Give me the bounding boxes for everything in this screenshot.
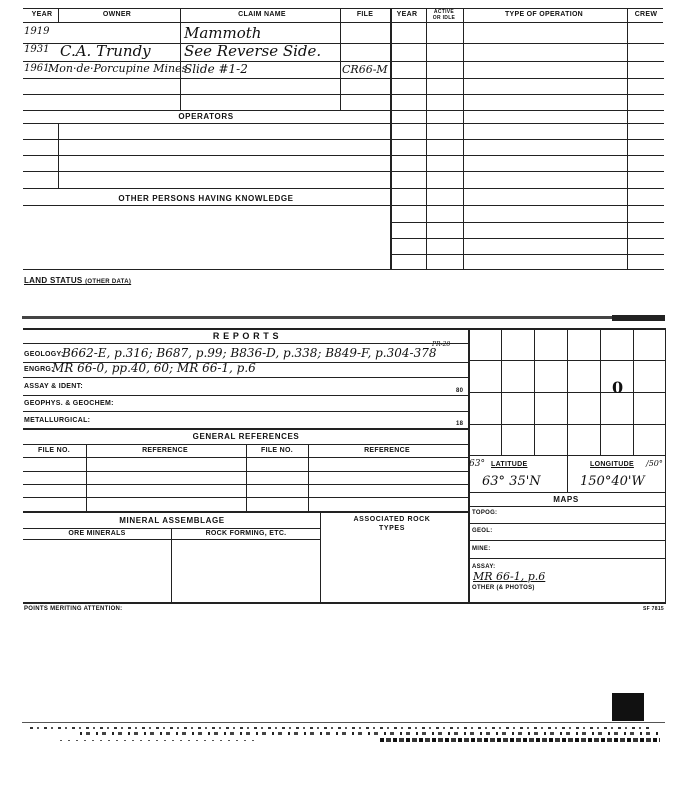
maps-assay-value: MR 66-1, p.6 [473,570,546,583]
header-year: YEAR [31,11,53,18]
header-year-2: YEAR [396,11,418,18]
header-claim-name: CLAIM NAME [238,11,286,18]
owner-row-2-claim: See Reverse Side. [184,42,322,60]
side-number-18: 18 [456,421,464,427]
maps-topog-label: TOPOG: [472,510,498,516]
mineral-assemblage-heading: MINERAL ASSEMBLAGE [119,516,225,525]
assay-ident-label: ASSAY & IDENT: [24,383,84,390]
owner-row-1-claim: Mammoth [184,24,262,42]
maps-assay-label: ASSAY: [472,564,496,570]
owner-row-3-year: 1961 [24,63,50,74]
latitude-value: 63° 35'N [482,474,541,489]
points-meriting-attention-label: POINTS MERITING ATTENTION: [24,606,123,612]
land-status-sub: (OTHER DATA) [85,279,132,285]
ore-minerals-header: ORE MINERALS [68,530,126,537]
reports-heading: R E P O R T S [212,331,280,341]
scan-band-end [612,315,665,321]
engrg-value: MR 66-0, pp.40, 60; MR 66-1, p.6 [52,361,256,375]
owner-row-2-owner: C.A. Trundy [60,42,151,60]
general-references-heading: GENERAL REFERENCES [192,432,300,441]
engrg-label: ENGRG: [24,366,54,373]
maps-heading: MAPS [553,495,579,504]
lat-prefix: 63° [469,459,485,469]
maps-other-label: OTHER (& PHOTOS) [472,585,535,591]
grid-circle-mark: 0 [612,378,624,397]
header-owner: OWNER [102,11,132,18]
gr-reference-2: REFERENCE [364,447,410,454]
owner-row-3-claim: Slide #1-2 [184,62,248,76]
side-number-80: 80 [456,388,464,394]
longitude-label: LONGITUDE [590,461,634,468]
land-status-heading [24,276,131,285]
gr-file-no-2: FILE NO. [261,447,293,454]
owner-row-3-owner: Mon·de·Porcupine Mines [48,62,188,75]
header-or-idle: OR IDLE [432,15,456,21]
header-active: ACTIVE [433,9,455,15]
lon-suffix: /50° [646,459,663,468]
form-number: SF 7815 [643,606,665,612]
other-persons-heading: OTHER PERSONS HAVING KNOWLEDGE [118,194,294,203]
header-type-of-operation: TYPE OF OPERATION [504,11,584,18]
longitude-value: 150°40'W [580,474,645,489]
geology-label: GEOLOGY: [24,351,64,358]
geology-value: B662-E, p.316; B687, p.99; B836-D, p.338; B849-F, p.304-378 [62,346,437,360]
associated-rock-types-heading: ASSOCIATED ROCK TYPES [353,516,431,532]
metallurgical-label: METALLURGICAL: [24,417,91,424]
maps-mine-label: MINE: [472,546,491,552]
header-file: FILE [356,11,374,18]
geophys-label: GEOPHYS. & GEOCHEM: [24,400,114,407]
rock-forming-header: ROCK FORMING, ETC. [205,530,287,537]
latitude-label: LATITUDE [491,461,528,468]
gr-reference-1: REFERENCE [142,447,188,454]
scan-band [22,316,665,319]
owner-row-3-file: CR66-M [342,63,388,76]
maps-geol-label: GEOL: [472,528,493,534]
owner-row-1-year: 1919 [24,26,50,37]
operators-heading: OPERATORS [178,112,234,121]
owner-row-2-year: 1931 [24,44,50,55]
gr-file-no-1: FILE NO. [38,447,70,454]
header-crew: CREW [634,11,658,18]
geology-note: PR-28 [432,341,451,348]
land-status-label: LAND STATUS [24,276,83,285]
